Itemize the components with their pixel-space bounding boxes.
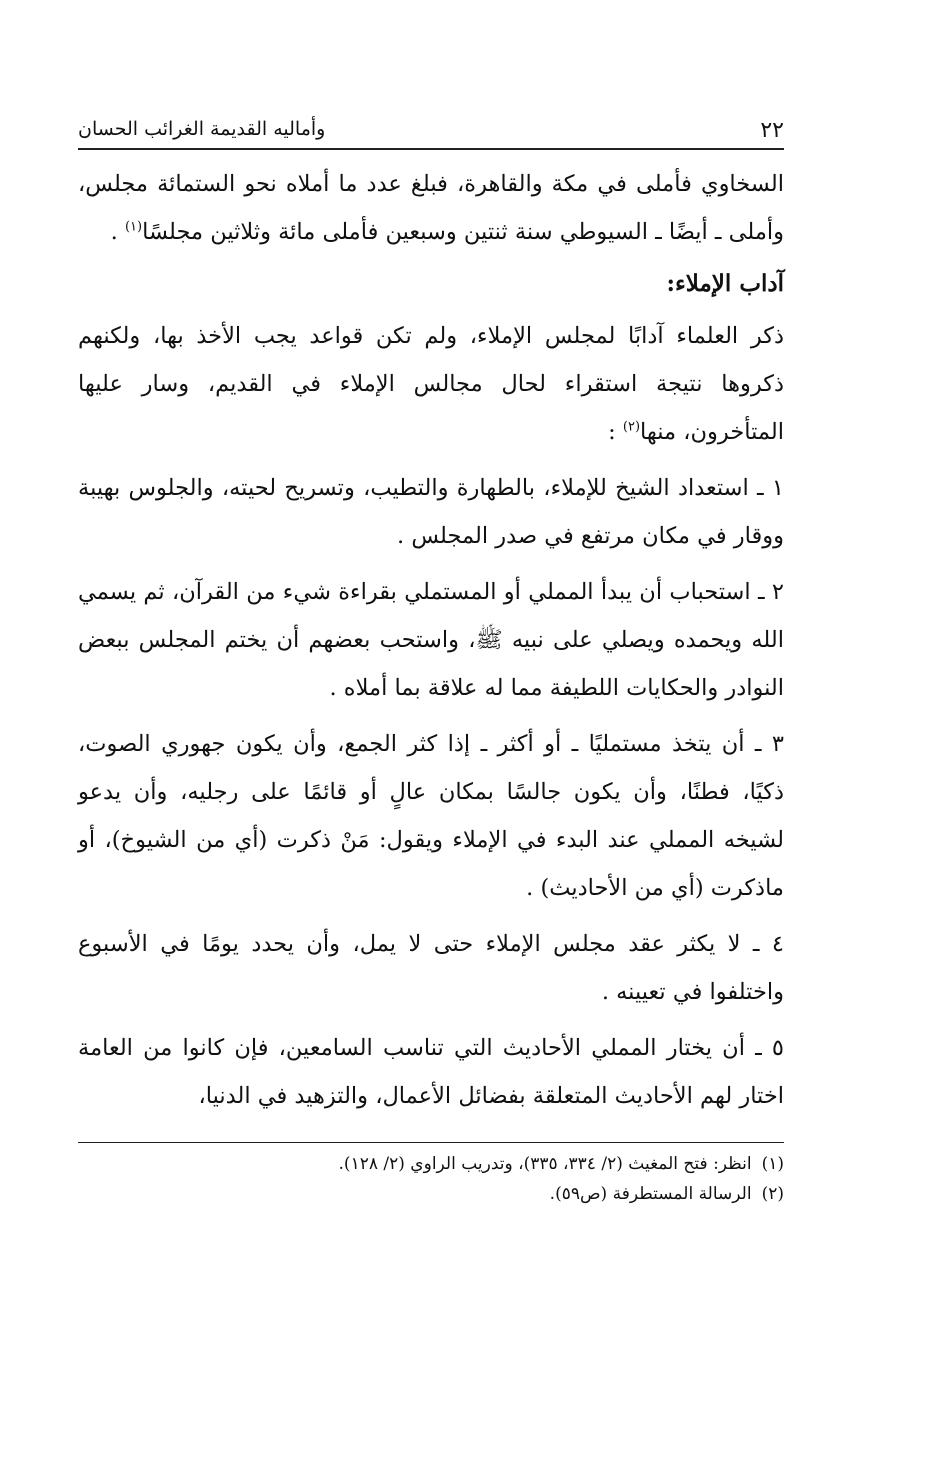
header-rule — [78, 148, 784, 150]
page-header — [78, 108, 784, 148]
footnote-number: (١) — [761, 1154, 784, 1174]
footnote-rule — [78, 1142, 784, 1143]
page-number: ٢٢ — [760, 118, 784, 143]
list-item-5: ٥ ـ أن يختار المملي الأحاديث التي تناسب السامعين، فإن كانوا من العامة اختار لهم الأحاديث المتعلقة بفضائل الأعمال، والتزهيد في الدنيا، — [78, 1035, 784, 1109]
footnote-text: انظر: فتح المغيث (٢/ ٣٣٤، ٣٣٥)، وتدريب الراوي (٢/ ١٢٨). — [338, 1154, 752, 1174]
footnote-2 — [78, 1179, 784, 1209]
section-heading: آداب الإملاء: — [666, 270, 784, 297]
footnote-ref-2: (٢) — [622, 419, 641, 435]
paragraph-etiquette-text: ذكر العلماء آدابًا لمجلس الإملاء، ولم تكن قواعد يجب الأخذ بها، ولكنهم ذكروها نتيجة استقراء لحال مجالس الإملاء في القديم، وسار عليها المتأخرون، منها — [78, 323, 784, 445]
list-item-3: ٣ ـ أن يتخذ مستمليًا ـ أو أكثر ـ إذا كثر الجمع، وأن يكون جهوري الصوت، ذكيًا، فطنًا، وأن يكون جالسًا بمكان عالٍ أو قائمًا على رجليه، وأن يدعو لشيخه المملي عند البدء في الإملاء ويقول: مَنْ ذكرت (أي من الشيوخ)، أو ماذكرت (أي من الأحاديث) . — [78, 731, 784, 901]
paragraph-intro — [78, 160, 784, 256]
list-item-2: ٢ ـ استحباب أن يبدأ المملي أو المستملي بقراءة شيء من القرآن، ثم يسمي الله ويحمده ويصلي على نبيه ﷺ، واستحب بعضهم أن يختم المجلس ببعض النوادر والحكايات اللطيفة مما له علاقة بما أملاه . — [78, 579, 784, 701]
footnote-1 — [78, 1149, 784, 1179]
footnotes — [78, 1149, 784, 1209]
paragraph-intro-end: . — [110, 219, 125, 245]
paragraph-intro-text: السخاوي فأملى في مكة والقاهرة، فبلغ عدد ما أملاه نحو الستمائة مجلس، وأملى ـ أيضًا ـ السيوطي سنة ثنتين وسبعين فأملى مائة وثلاثين مجلسًا — [78, 171, 784, 245]
footnote-text: الرسالة المستطرفة (ص٥٩). — [549, 1184, 752, 1204]
list-item-1: ١ ـ استعداد الشيخ للإملاء، بالطهارة والتطيب، وتسريح لحيته، والجلوس بهيبة ووقار في مكان مرتفع في صدر المجلس . — [78, 475, 784, 549]
body-text — [78, 160, 784, 1120]
paragraph-etiquette-intro — [78, 312, 784, 456]
footnote-ref-1: (١) — [124, 219, 143, 235]
footnote-number: (٢) — [761, 1184, 784, 1204]
paragraph-etiquette-end: : — [608, 419, 623, 445]
list-item-4: ٤ ـ لا يكثر عقد مجلس الإملاء حتى لا يمل، وأن يحدد يومًا في الأسبوع واختلفوا في تعيينه . — [78, 931, 784, 1005]
book-page — [78, 108, 784, 1209]
running-title: وأماليه القديمة الغرائب الحسان — [78, 118, 326, 140]
